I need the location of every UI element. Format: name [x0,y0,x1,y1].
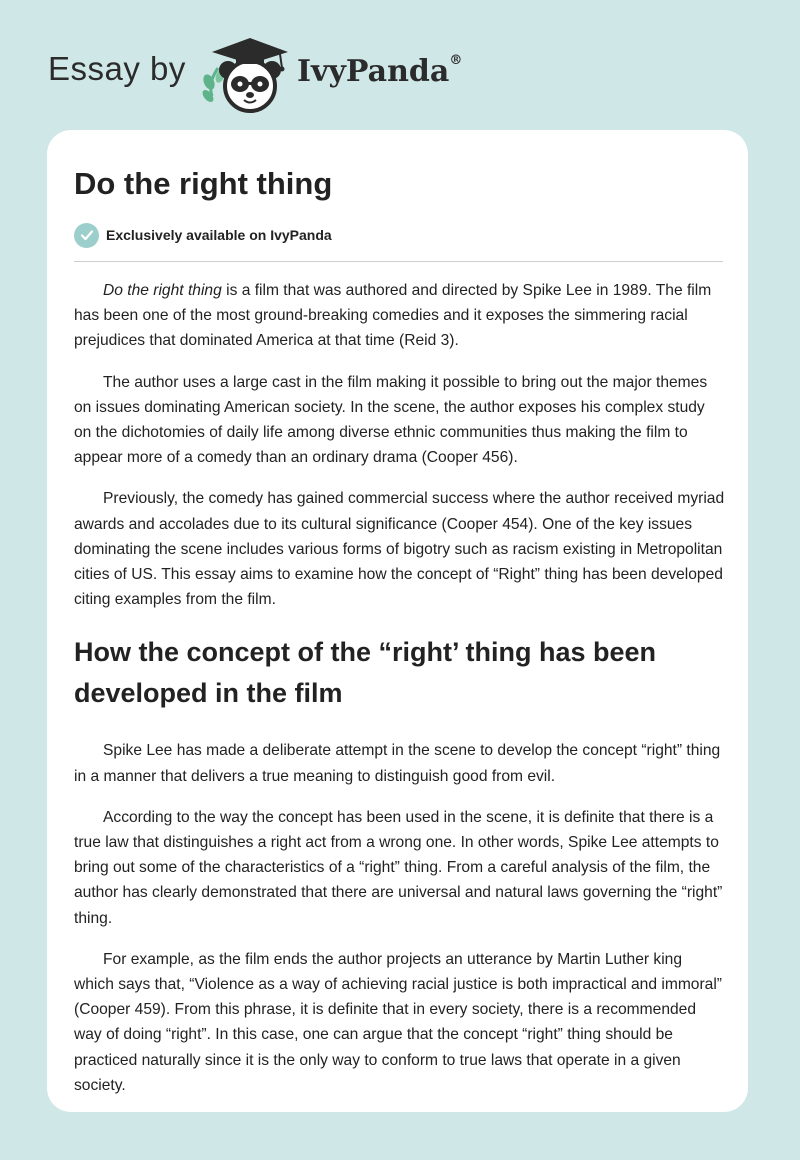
panda-logo-icon [200,34,300,114]
exclusive-badge-text: Exclusively available on IvyPanda [106,227,332,243]
site-header [0,0,800,130]
essay-card [47,130,748,1112]
checkmark-icon [74,223,99,248]
registered-mark: ® [449,53,463,68]
paragraph-5: According to the way the concept has been used in the scene, it is definite that there is a true law that distinguishes a right act from a wrong one. In other words, Spike Lee attempts to bring out some of the characteristics of a “right” thing. From a careful analysis of the film, the author has clearly demonstrated that there are universal and natural laws governing the “right” thing. [74,808,723,927]
ivypanda-wordmark [297,54,462,89]
paragraph-1-text: is a film that was authored and directed by Spike Lee in 1989. The film has been one of the most ground-breaking comedies and it exposes the simmering racial prejudices that dominated America at that time (Reid 3). [74,282,712,350]
essay-body [74,278,726,1114]
section-heading: How the concept of the “right’ thing has been developed in the film [74,637,657,709]
paragraph-2: The author uses a large cast in the film making it possible to bring out the major themes on issues dominating American society. In the scene, the author exposes his complex study on the dichotomies of daily life among diverse ethnic communities thus making the film to appear more of a comedy than an ordinary drama (Cooper 456). [74,373,708,467]
brand-name: IvyPanda [297,54,450,89]
paragraph-6: For example, as the film ends the author projects an utterance by Martin Luther king which says that, “Violence as a way of achieving racial justice is both impractical and immoral” (Cooper 459). From this phrase, it is definite that in every society, there is a recommended way of doing “right”. In this case, one can argue that the concept “right” thing should be practiced naturally since it is the only way to conform to true laws that operate in a given society. [74,950,723,1094]
exclusive-badge [74,222,332,248]
paragraph-1 [74,278,726,354]
ivypanda-logo[interactable] [200,34,300,114]
title-divider [74,261,723,262]
essay-title: Do the right thing [74,166,333,201]
paragraph-3: Previously, the comedy has gained commercial success where the author received myriad awards and accolades due to its cultural significance (Cooper 454). One of the key issues dominating the scene includes various forms of bigotry such as racism existing in Metropolitan cities of US. This essay aims to examine how the concept of “Right” thing has been developed citing examples from the film. [74,490,725,609]
paragraph-4: Spike Lee has made a deliberate attempt in the scene to develop the concept “right” thing in a manner that delivers a true meaning to distinguish good from evil. [74,742,721,785]
essay-by-label: Essay by [48,50,186,87]
film-title-italic: Do the right thing [103,282,222,299]
